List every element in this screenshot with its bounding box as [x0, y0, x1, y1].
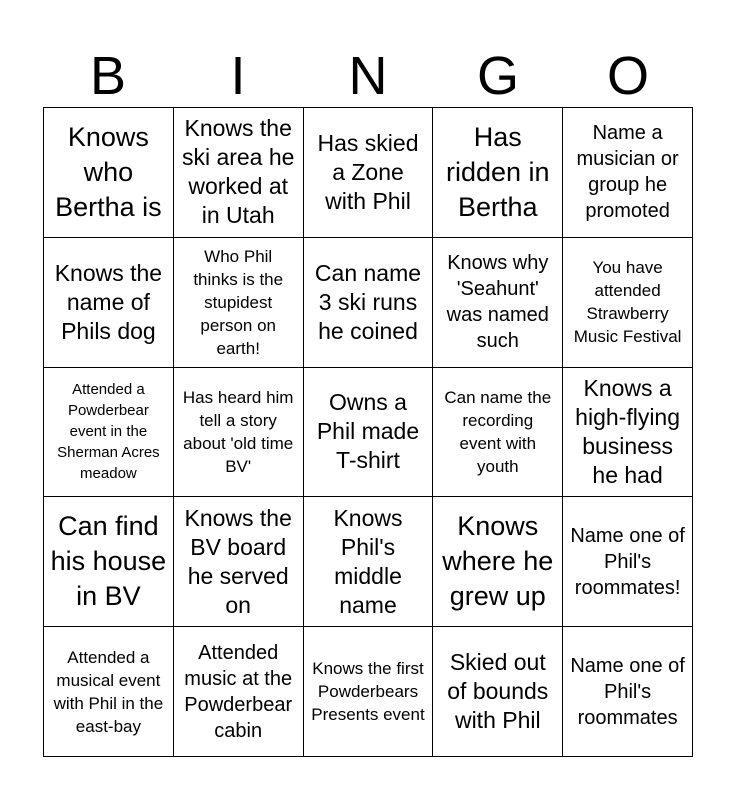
header-letter-b: B: [89, 46, 127, 106]
cell-text: Can name the recording event with youth: [444, 387, 552, 476]
cell-text: Knows the BV board he served on: [184, 504, 292, 618]
bingo-cell-r1-c4[interactable]: [433, 108, 563, 238]
header-letter-n: N: [348, 46, 388, 106]
bingo-board: [43, 107, 693, 757]
cell-text: Has heard him tell a story about 'old time BV': [182, 387, 294, 476]
cell-text: Knows Phil's middle name: [333, 504, 403, 618]
cell-text: Name one of Phil's roommates!: [570, 524, 685, 599]
cell-text: Knows the name of Phils dog: [54, 259, 163, 344]
cell-text: Knows the ski area he worked at in Utah: [181, 115, 295, 229]
bingo-cell-r2-c1[interactable]: [44, 238, 174, 368]
bingo-cell-r2-c2[interactable]: [174, 238, 304, 368]
bingo-cell-r1-c2[interactable]: [174, 108, 304, 238]
bingo-cell-r4-c3[interactable]: [304, 497, 434, 627]
header-letter-o: O: [606, 46, 649, 106]
header-letter-g: G: [476, 46, 519, 106]
bingo-cell-r1-c3[interactable]: [304, 108, 434, 238]
bingo-cell-r2-c5[interactable]: [563, 238, 693, 368]
cell-text: Name one of Phil's roommates: [570, 654, 685, 729]
cell-text: Name a musician or group he promoted: [576, 122, 679, 223]
bingo-cell-r5-c3[interactable]: [304, 627, 434, 757]
bingo-cell-r5-c1[interactable]: [44, 627, 174, 757]
cell-text: Knows who Bertha is: [55, 121, 162, 222]
cell-text: Knows a high-flying business he had: [575, 374, 681, 488]
bingo-cell-r5-c2[interactable]: [174, 627, 304, 757]
bingo-header: [43, 48, 693, 104]
bingo-cell-r2-c3[interactable]: [304, 238, 434, 368]
bingo-cell-r5-c4[interactable]: [433, 627, 563, 757]
cell-text: You have attended Strawberry Music Festival: [573, 258, 682, 347]
cell-text: Who Phil thinks is the stupidest person on earth!: [193, 246, 284, 358]
bingo-cell-r3-c1[interactable]: [44, 368, 174, 498]
cell-text: Has ridden in Bertha: [446, 121, 550, 222]
cell-text: Knows the first Powderbears Presents event: [311, 659, 425, 725]
bingo-cell-r1-c1[interactable]: [44, 108, 174, 238]
cell-text: Knows why 'Seahunt' was named such: [446, 252, 549, 353]
cell-text: Owns a Phil made T-shirt: [316, 389, 420, 474]
cell-text: Knows where he grew up: [442, 511, 554, 612]
bingo-cell-r2-c4[interactable]: [433, 238, 563, 368]
cell-text: Attended music at the Powderbear cabin: [184, 641, 293, 742]
bingo-cell-r4-c2[interactable]: [174, 497, 304, 627]
bingo-cell-r3-c3[interactable]: [304, 368, 434, 498]
bingo-cell-r1-c5[interactable]: [563, 108, 693, 238]
bingo-cell-r3-c4[interactable]: [433, 368, 563, 498]
bingo-cell-r4-c4[interactable]: [433, 497, 563, 627]
bingo-cell-r3-c5[interactable]: [563, 368, 693, 498]
bingo-cell-r5-c5[interactable]: [563, 627, 693, 757]
cell-text: Skied out of bounds with Phil: [447, 649, 549, 734]
cell-text: Has skied a Zone with Phil: [317, 129, 419, 214]
bingo-cell-r3-c2[interactable]: [174, 368, 304, 498]
header-letter-i: I: [230, 46, 246, 106]
cell-text: Can find his house in BV: [50, 511, 167, 612]
cell-text: Attended a musical event with Phil in the east-bay: [53, 647, 164, 736]
bingo-cell-r4-c5[interactable]: [563, 497, 693, 627]
bingo-cell-r4-c1[interactable]: [44, 497, 174, 627]
cell-text: Can name 3 ski runs he coined: [314, 259, 422, 344]
cell-text: Attended a Powderbear event in the Sherman Acres meadow: [57, 381, 160, 483]
